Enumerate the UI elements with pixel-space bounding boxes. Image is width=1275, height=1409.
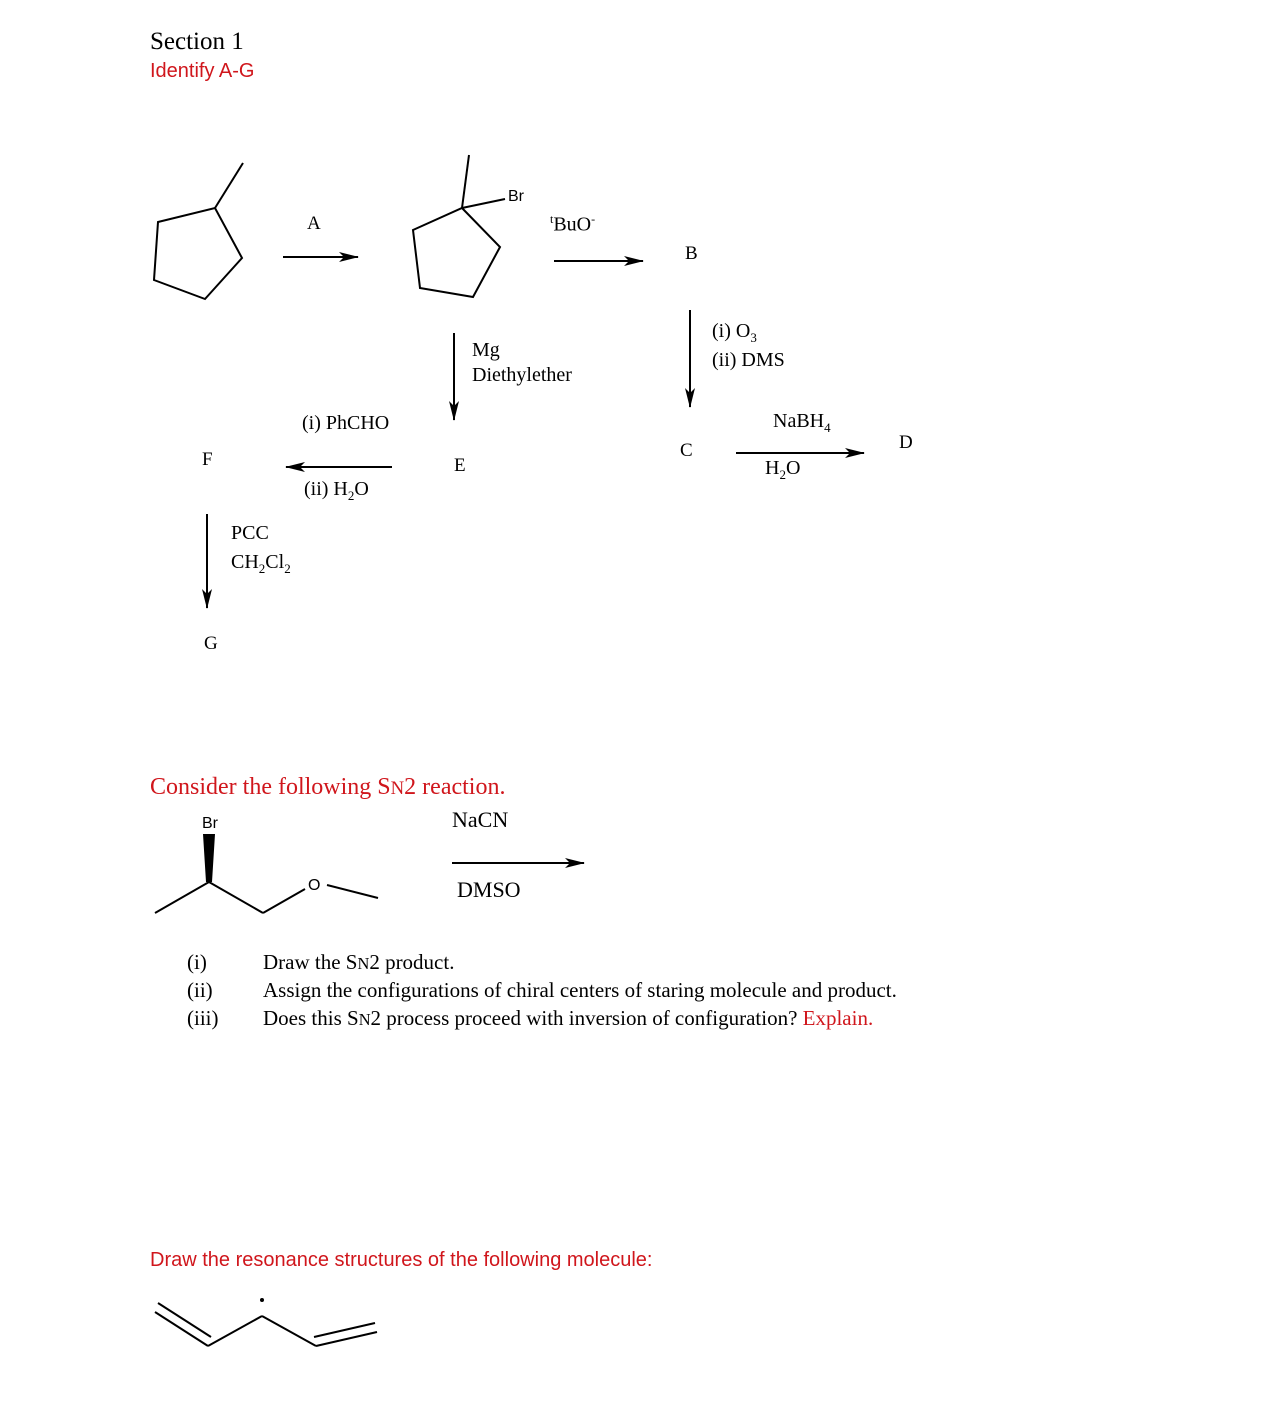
- nabh4-reagent: [773, 410, 831, 436]
- section-subtitle: Identify A-G: [150, 60, 255, 82]
- question-2-text: [263, 978, 897, 1003]
- methylcyclopentane-structure: [154, 163, 243, 299]
- ozonolysis-step-1-text: (i) O: [712, 320, 751, 342]
- sn2-substrate-structure: [155, 834, 378, 913]
- question-2-number: (ii): [187, 978, 213, 1002]
- h2o-step-sub: 2: [347, 488, 355, 503]
- ozonolysis-step-2: (ii) DMS: [712, 349, 785, 371]
- question-1-pre: Draw the S: [263, 950, 358, 974]
- bromomethylcyclopentane-structure: [413, 155, 505, 297]
- section-title: Section 1: [150, 28, 244, 55]
- label-e: E: [454, 455, 466, 476]
- label-a: A: [307, 213, 321, 234]
- grignard-solvent: Diethylether: [472, 364, 572, 386]
- water-o: O: [785, 457, 801, 479]
- question-1-text: [263, 950, 454, 975]
- dcm-sub-2: 2: [284, 561, 291, 576]
- sn2-heading-sc: N: [390, 778, 405, 799]
- label-d: D: [899, 432, 913, 453]
- question-3-text: [263, 1006, 873, 1031]
- resonance-heading: Draw the resonance structures of the following molecule:: [150, 1249, 653, 1271]
- question-3-explain: Explain.: [802, 1006, 874, 1030]
- oxygen-atom-label: O: [308, 877, 321, 894]
- base-reagent-formula: BuO: [553, 213, 592, 236]
- nabh4-sub: 4: [824, 420, 831, 435]
- question-2-pre: Assign the configurations of chiral centers of staring molecule and product.: [263, 978, 897, 1002]
- label-b: B: [685, 243, 698, 264]
- ozonolysis-step-1-sub: 3: [750, 330, 757, 345]
- water-h: H: [765, 457, 780, 479]
- label-g: G: [204, 633, 218, 654]
- question-1-number: (i): [187, 950, 207, 974]
- nabh4-text: NaBH: [773, 410, 825, 432]
- ozonolysis-step-1: [712, 320, 757, 346]
- sn2-bromine-label: Br: [202, 815, 218, 832]
- base-reagent-label: [550, 212, 595, 237]
- grignard-reagent-mg: Mg: [472, 339, 500, 361]
- question-3-sc: N: [358, 1010, 371, 1029]
- sn2-solvent-dmso: DMSO: [457, 877, 521, 902]
- dcm-ch: CH: [231, 551, 259, 573]
- phcho-step: (i) PhCHO: [302, 412, 390, 434]
- question-1-post: 2 product.: [369, 950, 455, 974]
- pentadienyl-radical-structure: [155, 1303, 377, 1346]
- dcm-solvent: [231, 551, 291, 577]
- question-3-number: (iii): [187, 1006, 219, 1030]
- dcm-cl: Cl: [265, 551, 285, 573]
- sn2-reagent-nacn: NaCN: [452, 807, 509, 832]
- sn2-heading: [150, 774, 505, 801]
- bromine-atom-label: Br: [508, 188, 524, 205]
- question-3-post: 2 process proceed with inversion of configuration?: [370, 1006, 803, 1030]
- label-c: C: [680, 440, 693, 461]
- sn2-heading-pre: Consider the following S: [150, 774, 391, 800]
- base-reagent-charge: -: [591, 212, 596, 226]
- water-solvent: [765, 457, 800, 483]
- dcm-sub-1: 2: [258, 561, 266, 576]
- base-reagent-prefix: t: [550, 212, 554, 226]
- question-3-pre: Does this S: [263, 1006, 359, 1030]
- radical-dot: [260, 1298, 264, 1302]
- h2o-step: [304, 478, 369, 504]
- sn2-heading-post: 2 reaction.: [404, 774, 506, 800]
- water-sub: 2: [779, 467, 786, 482]
- h2o-step-post: O: [354, 478, 369, 500]
- h2o-step-pre: (ii) H: [304, 478, 348, 500]
- question-1-sc: N: [357, 954, 370, 973]
- pcc-reagent: PCC: [231, 522, 269, 544]
- label-f: F: [202, 449, 213, 470]
